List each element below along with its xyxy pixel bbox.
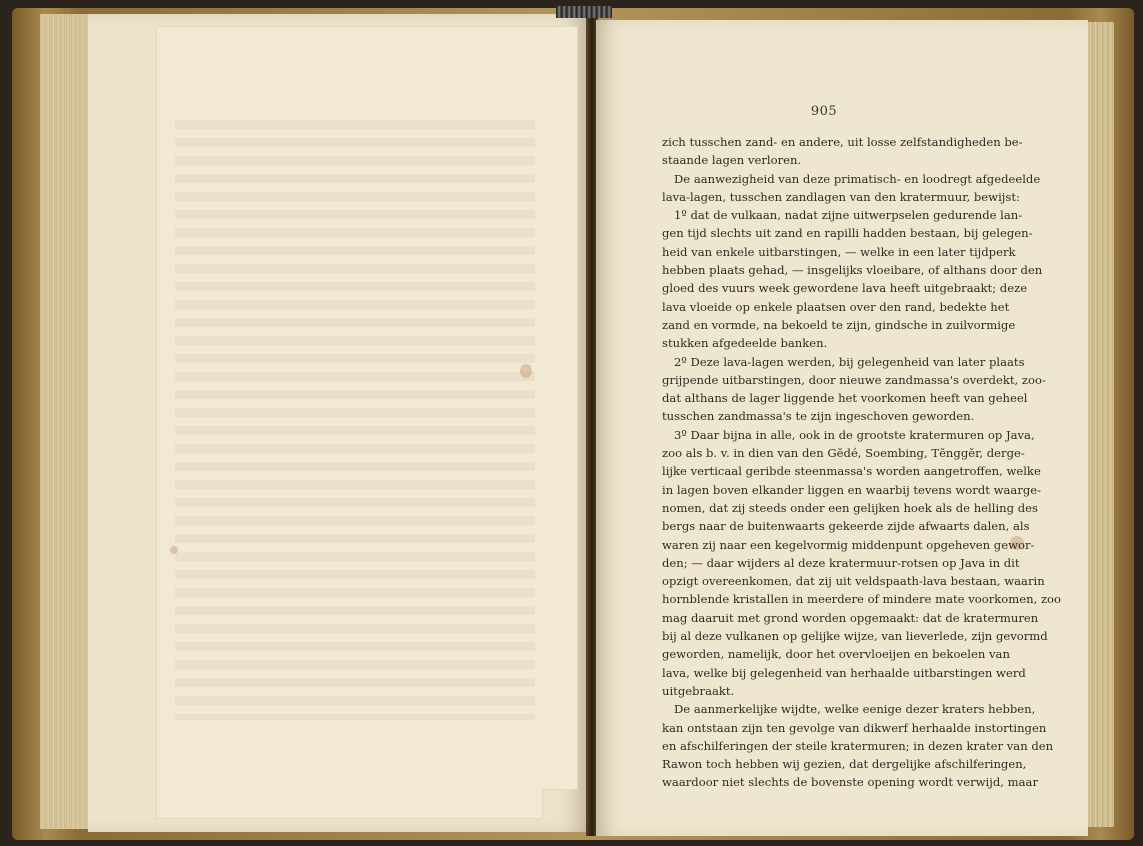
right-page-edges (1084, 22, 1114, 827)
text-line: en afschilferingen der steile kratermuren; in dezen krater van den (662, 738, 1054, 753)
text-line: 2º Deze lava-lagen werden, bij gelegenheid van later plaats (674, 354, 1025, 369)
text-line: bergs naar de buitenwaarts gekeerde zijde afwaarts dalen, als (662, 519, 1030, 534)
text-line: grijpende uitbarstingen, door nieuwe zandmassa's overdekt, zoo- (662, 372, 1046, 387)
text-line: zand en vormde, na bekoeld te zijn, gindsche in zuilvormige (662, 317, 1016, 332)
text-line: den; — daar wijders al deze kratermuur-rotsen op Java in dit (662, 555, 1020, 570)
page-number: 905 (810, 104, 838, 119)
text-line: mag daaruit met grond worden opgemaakt: dat de kratermuren (662, 610, 1039, 625)
text-line: stukken afgedeelde banken. (662, 336, 828, 351)
text-line: kan ontstaan zijn ten gevolge van dikwerf herhaalde instortingen (662, 720, 1047, 735)
spine-headband (556, 6, 612, 18)
text-line: uitgebraakt. (662, 683, 735, 698)
text-line: gloed des vuurs week gewordene lava heeft uitgebraakt; deze (662, 281, 1028, 296)
text-line: bij al deze vulkanen op gelijke wijze, van lieverlede, zijn gevormd (662, 629, 1048, 644)
show-through-text (175, 120, 535, 720)
page-body-text (662, 133, 1062, 792)
text-line: De aanmerkelijke wijdte, welke eenige dezer kraters hebben, (674, 702, 1036, 717)
foxing-stain (170, 546, 178, 554)
text-line: Rawon toch hebben wij gezien, dat dergelijke afschilferingen, (662, 757, 1027, 772)
text-line: lava vloeide op enkele plaatsen over den rand, bedekte het (662, 299, 1010, 314)
text-line: lava-lagen, tusschen zandlagen van den kratermuur, bewijst: (662, 189, 1020, 204)
text-line: opzigt overeenkomen, dat zij uit veldspaath-lava bestaan, waarin (662, 574, 1045, 589)
text-line: waren zij naar een kegelvormig middenpunt opgeheven gewor- (662, 537, 1035, 552)
text-line: De aanwezigheid van deze primatisch- en loodregt afgedeelde (674, 171, 1041, 186)
text-line: tusschen zandmassa's te zijn ingeschoven geworden. (662, 409, 975, 424)
text-line: hebben plaats gehad, — insgelijks vloeibare, of althans door den (662, 263, 1043, 278)
text-line: in lagen boven elkander liggen en waarbij tevens wordt waarge- (662, 482, 1042, 497)
text-line: dat althans de lager liggende het voorkomen heeft van geheel (662, 391, 1028, 406)
left-blank-leaf-tail (156, 788, 543, 819)
foxing-stain (520, 364, 532, 378)
left-page-edges (40, 14, 92, 829)
text-line: heid van enkele uitbarstingen, — welke in een later tijdperk (662, 244, 1016, 259)
text-line: staande lagen verloren. (662, 153, 802, 168)
text-line: lava, welke bij gelegenheid van herhaalde uitbarstingen werd (662, 665, 1026, 680)
text-line: hornblende kristallen in meerdere of mindere mate voorkomen, zoo (662, 592, 1062, 607)
text-line: zich tusschen zand- en andere, uit losse zelfstandigheden be- (662, 135, 1023, 149)
text-line: zoo als b. v. in dien van den Gĕdé, Soembing, Tĕnggĕr, derge- (662, 446, 1025, 461)
text-line: nomen, dat zij steeds onder een gelijken hoek als de helling des (662, 500, 1038, 515)
text-line: lijke verticaal geribde steenmassa's worden aangetroffen, welke (662, 464, 1041, 479)
text-line: gen tijd slechts uit zand en rapilli hadden bestaan, bij gelegen- (662, 226, 1033, 241)
text-line: geworden, namelijk, door het overvloeijen en bekoelen van (662, 647, 1010, 662)
text-line: 1º dat de vulkaan, nadat zijne uitwerpselen gedurende lan- (674, 208, 1023, 223)
text-line: waardoor niet slechts de bovenste opening wordt verwijd, maar (662, 775, 1039, 790)
text-line: 3º Daar bijna in alle, ook in de grootste kratermuren op Java, (674, 427, 1035, 442)
